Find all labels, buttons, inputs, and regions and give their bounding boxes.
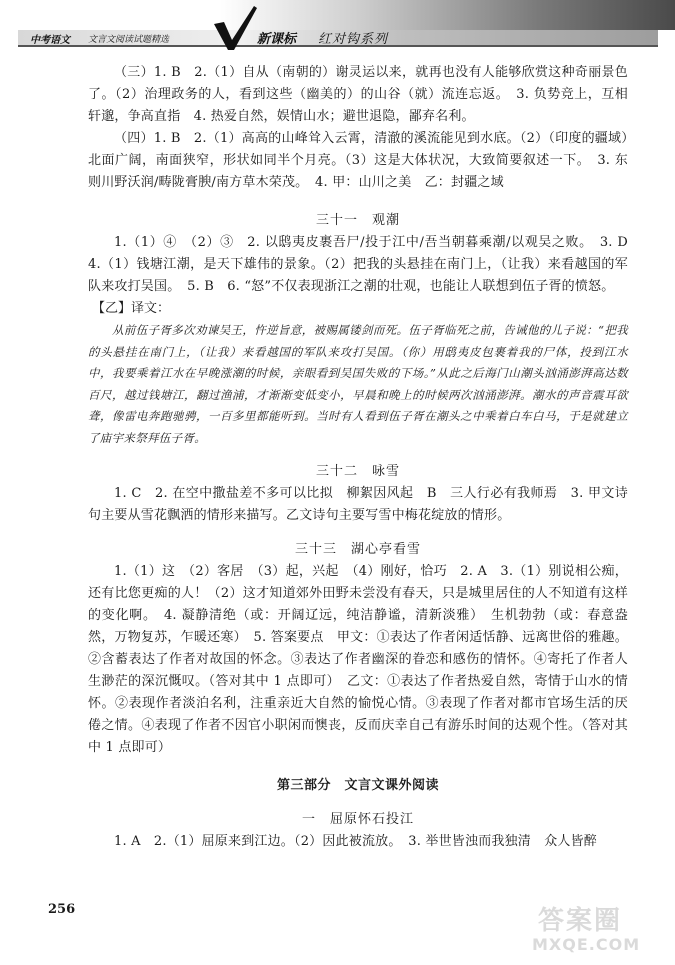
- part-title: 第三部分 文言文课外阅读: [276, 778, 439, 793]
- watermark-url: MXQE.COM: [532, 935, 641, 954]
- answer-paragraph-s30-4: （四）1. B 2.（1）高高的山峰耸入云霄，清澈的溪流能见到水底。（2）（印度的疆域）北面广阔，南面狭窄，形状如同半个月亮。（3）这是大体状况，大致简要叙述一下。 3. 东则川野沃润/畴陇膏腴/南方草木荣茂。 4. 甲：山川之美 乙：封疆之域: [88, 131, 628, 190]
- section-title-1: 一 屈原怀石投江: [301, 812, 414, 827]
- brand-label: 新课标: [257, 32, 297, 47]
- page-number: 256: [48, 902, 76, 917]
- watermark-logo: [512, 900, 662, 960]
- answer-paragraph-s30-3: （三）1. B 2.（1）自从（南朝的）谢灵运以来，就再也没有人能够欣赏这种奇丽景色了。（2）治理政务的人，看到这些（幽美的）的山谷（就）流连忘返。 3. 负势竞上，互相轩邈，争高直指 4. 热爱自然，娱情山水；避世退隐，鄙弃名利。: [88, 65, 628, 124]
- answer-paragraph-s33: 1.（1）这 （2）客居 （3）起，兴起 （4）刚好，恰巧 2. A 3.（1）别说相公痴，还有比您更痴的人！（2）这才知道郊外田野未尝没有春天，只是城里居住的人不知道有这样的变化啊。 4. 凝静清绝（或：开阔辽远，纯洁静谧，清新淡雅） 生机勃勃（或：春意盎然，万物复苏，乍暖还寒） 5. 答案要点 甲文：①表达了作者闲适恬静、远离世俗的雅趣。②含蓄表达了作者对故国的怀念。③表达了作者幽深的眷恋和感伤的情怀。④寄托了作者人生渺茫的深沉慨叹。（答对其中 1 点即可） 乙文：①表达了作者热爱自然，寄情于山水的情怀。②表现作者淡泊名利，注重亲近大自然的愉悦心情。③表现了作者对都市官场生活的厌倦之情。④表现了作者不因官小职闲而懊丧，反而庆幸自己有游乐时间的达观个性。（答对其中 1 点即可）: [88, 564, 628, 755]
- series-name: 中考语文: [30, 35, 70, 46]
- answer-content: [88, 62, 642, 853]
- answer-paragraph-s32: 1. C 2. 在空中撒盐差不多可以比拟 柳絮因风起 B 三人行必有我师焉 3. 甲文诗句主要从雪花飘洒的情形来描写。乙文诗句主要写雪中梅花绽放的情形。: [88, 486, 628, 523]
- translation-text: 从前伍子胥多次劝谏吴王，忤逆旨意，被赐属镂剑而死。伍子胥临死之前，告诫他的儿子说：“把我的头悬挂在南门上，（让我）来看越国的军队来攻打吴国。（你）用鸱夷皮包裹着我的尸体，投到江水中，我要乘着江水在早晚涨潮的时候，亲眼看到吴国失败的下场。”从此之后海门山潮头汹涌澎湃高达数百尺，越过钱塘江，翻过渔浦，才渐渐变低变小，早晨和晚上的时候两次汹涌澎湃。潮水的声音震耳欲聋，像雷电奔跑驰骋，一百多里都能听到。当时有人看到伍子胥在潮头之中乘着白车白马，于是就建立了庙宇来祭拜伍子胥。: [88, 323, 628, 445]
- series-subtitle: 文言文阅读试题精选: [88, 35, 170, 45]
- brand-series: 红对钩系列: [318, 32, 389, 47]
- header-gradient: [220, 0, 675, 30]
- answer-paragraph-s1: 1. A 2.（1）屈原来到江边。（2）因此被流放。 3. 举世皆浊而我独清 众人皆醉: [114, 834, 598, 849]
- translation-label: 【乙】译文：: [92, 301, 171, 316]
- answer-paragraph-s31: 1.（1）④ （2）③ 2. 以鸱夷皮裹吾尸/投于江中/吾当朝暮乘潮/以观吴之败。 3. D 4.（1）钱塘江潮，是天下雄伟的景象。（2）把我的头悬挂在南门上，（让我）来看越国的军队来攻打吴国。 5. B 6. “怒”不仅表现浙江之潮的壮观，也能让人联想到伍子胥的愤怒。: [88, 235, 642, 294]
- watermark-text: 答案圈: [538, 906, 623, 936]
- page-header: [0, 0, 675, 56]
- section-title-32: 三十二 咏雪: [315, 464, 400, 479]
- check-mark-icon: [210, 4, 260, 52]
- section-title-33: 三十三 湖心亭看雪: [294, 542, 421, 557]
- section-title-31: 三十一 观潮: [315, 213, 400, 228]
